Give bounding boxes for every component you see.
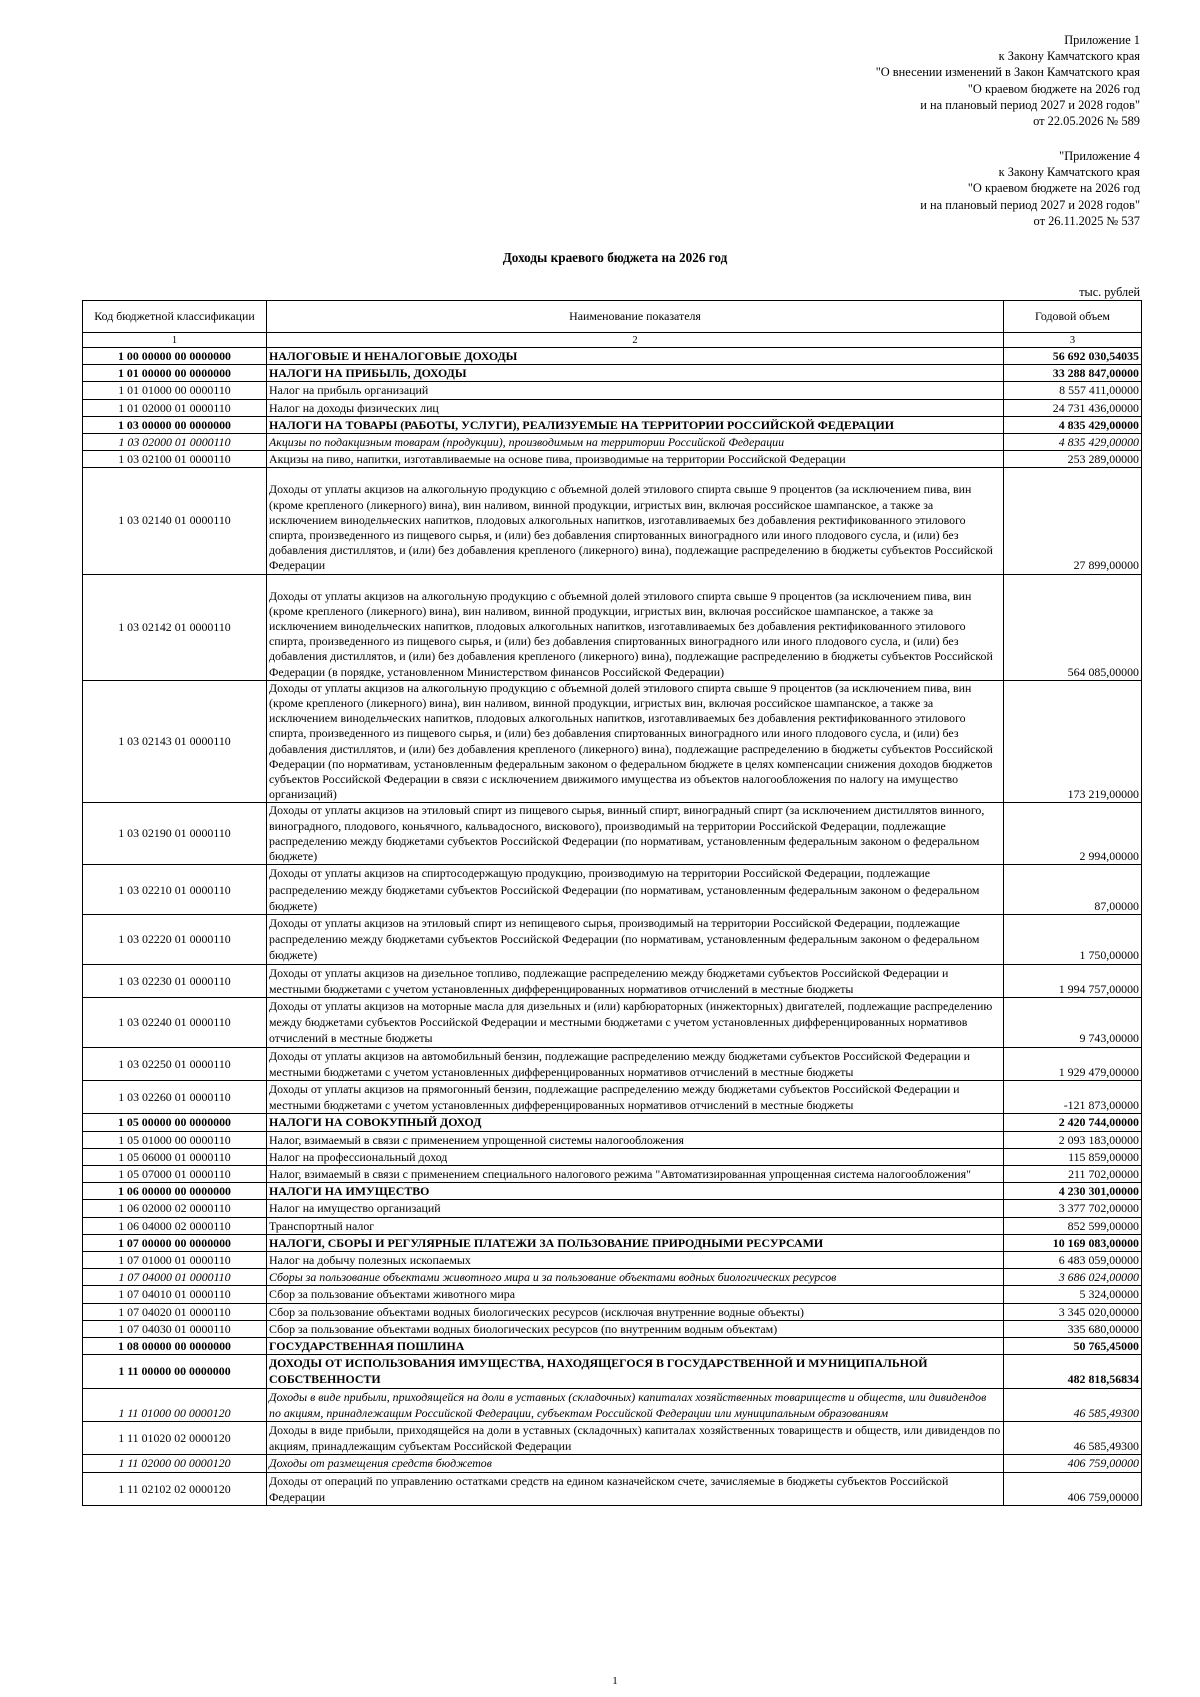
document-title: Доходы краевого бюджета на 2026 год [502, 250, 728, 265]
indicator-name-cell: Доходы в виде прибыли, приходящейся на доли в уставных (складочных) капиталах хозяйственных товариществ и обществ, или дивидендов по акциям, принадлежащим субъектам Российской Федерации [267, 1422, 1004, 1455]
budget-code-cell: 1 03 02140 01 0000110 [83, 468, 267, 574]
table-row [83, 1131, 1142, 1148]
annual-amount-cell: 406 759,00000 [1004, 1455, 1142, 1472]
indicator-name-cell: Доходы от уплаты акцизов на дизельное топливо, подлежащие распределению между бюджетами субъектов Российской Федерации и местными бюджетами с учетом установленных дифференцированных нормативов отчислений в местные бюджеты [267, 964, 1004, 997]
budget-revenue-table [82, 300, 1142, 1506]
annex-original-header [920, 148, 1140, 229]
table-row [83, 964, 1142, 997]
annual-amount-cell: 5 324,00000 [1004, 1286, 1142, 1303]
annual-amount-cell: 27 899,00000 [1004, 468, 1142, 574]
table-row [83, 1114, 1142, 1131]
table-row [83, 434, 1142, 451]
table-row [83, 1320, 1142, 1337]
budget-code-cell: 1 06 02000 02 0000110 [83, 1200, 267, 1217]
budget-code-cell: 1 07 04020 01 0000110 [83, 1303, 267, 1320]
indicator-name-cell: Доходы от уплаты акцизов на алкогольную продукцию с объемной долей этилового спирта свыше 9 процентов (за исключением пива, вин (кроме крепленого (ликерного) вина), вин наливом, винной продукции, игристых вин, включая российское шампанское, а также за исключением винодельческих напитков, плодовых алкогольных напитков, изготавливаемых без добавления ректификованного этилового спирта, произведенного из пищевого сырья, и (или) без добавления спиртованных виноградного или иного плодового сусла, и (или) без добавления дистиллятов, и (или) без добавления крепленого (ликерного) вина), подлежащие распределению в бюджеты субъектов Российской Федерации [267, 468, 1004, 574]
table-row [83, 1472, 1142, 1505]
budget-code-cell: 1 06 04000 02 0000110 [83, 1217, 267, 1234]
budget-code-cell: 1 03 02142 01 0000110 [83, 574, 267, 680]
indicator-name-cell: Доходы от уплаты акцизов на этиловый спирт из непищевого сырья, производимый на территории Российской Федерации, подлежащие распределению между бюджетами субъектов Российской Федерации (по нормативам, установленным федеральным законом о федеральном бюджете) [267, 914, 1004, 964]
annual-amount-cell: 10 169 083,00000 [1004, 1234, 1142, 1251]
annual-amount-cell: -121 873,00000 [1004, 1080, 1142, 1113]
table-row [83, 1355, 1142, 1388]
annex-line: к Закону Камчатского края [998, 165, 1140, 180]
table-header-row [83, 301, 1142, 333]
table-row [83, 865, 1142, 915]
annual-amount-cell: 8 557 411,00000 [1004, 382, 1142, 399]
header-amount: Годовой объем [1004, 301, 1142, 333]
budget-code-cell: 1 01 00000 00 0000000 [83, 365, 267, 382]
annual-amount-cell: 9 743,00000 [1004, 997, 1142, 1047]
indicator-name-cell: Транспортный налог [267, 1217, 1004, 1234]
annual-amount-cell: 33 288 847,00000 [1004, 365, 1142, 382]
budget-code-cell: 1 01 01000 00 0000110 [83, 382, 267, 399]
annual-amount-cell: 3 345 020,00000 [1004, 1303, 1142, 1320]
annual-amount-cell: 852 599,00000 [1004, 1217, 1142, 1234]
annual-amount-cell: 564 085,00000 [1004, 574, 1142, 680]
column-number: 1 [83, 333, 267, 348]
indicator-name-cell: Доходы от уплаты акцизов на этиловый спирт из пищевого сырья, винный спирт, виноградный спирт (за исключением дистиллятов винного, виноградного, плодового, коньячного, кальвадосного, вискового), производимый на территории Российской Федерации, подлежащие распределению между бюджетами субъектов Российской Федерации (по нормативам, установленным федеральным законом о федеральном бюджете) [267, 803, 1004, 865]
table-row [83, 1183, 1142, 1200]
budget-code-cell: 1 05 00000 00 0000000 [83, 1114, 267, 1131]
annual-amount-cell: 56 692 030,54035 [1004, 348, 1142, 365]
budget-code-cell: 1 07 04000 01 0000110 [83, 1269, 267, 1286]
annex-line: и на плановый период 2027 и 2028 годов" [920, 197, 1140, 212]
indicator-name-cell: Доходы от уплаты акцизов на автомобильный бензин, подлежащие распределению между бюджетами субъектов Российской Федерации и местными бюджетами с учетом установленных дифференцированных нормативов отчислений в местные бюджеты [267, 1047, 1004, 1080]
indicator-name-cell: Сбор за пользование объектами животного мира [267, 1286, 1004, 1303]
indicator-name-cell: НАЛОГИ НА СОВОКУПНЫЙ ДОХОД [267, 1114, 1004, 1131]
indicator-name-cell: Сбор за пользование объектами водных биологических ресурсов (по внутренним водным объектам) [267, 1320, 1004, 1337]
units-label: тыс. рублей [1079, 285, 1140, 299]
budget-code-cell: 1 07 00000 00 0000000 [83, 1234, 267, 1251]
annual-amount-cell: 115 859,00000 [1004, 1148, 1142, 1165]
budget-code-cell: 1 05 06000 01 0000110 [83, 1148, 267, 1165]
annex-line: к Закону Камчатского края [998, 49, 1140, 64]
table-row [83, 399, 1142, 416]
indicator-name-cell: Налог, взимаемый в связи с применением специального налогового режима "Автоматизированная упрощенная система налогообложения" [267, 1165, 1004, 1182]
annual-amount-cell: 253 289,00000 [1004, 451, 1142, 468]
table-row [83, 1080, 1142, 1113]
indicator-name-cell: Налог на имущество организаций [267, 1200, 1004, 1217]
indicator-name-cell: Доходы от уплаты акцизов на алкогольную продукцию с объемной долей этилового спирта свыше 9 процентов (за исключением пива, вин (кроме крепленого (ликерного) вина), вин наливом, винной продукции, игристых вин, включая российское шампанское, а также за исключением винодельческих напитков, плодовых алкогольных напитков, изготавливаемых без добавления ректификованного этилового спирта, произведенного из пищевого сырья, и (или) без добавления спиртованных виноградного или иного плодового сусла, и (или) без добавления дистиллятов, и (или) без добавления крепленого (ликерного) вина), подлежащие распределению в бюджеты субъектов Российской Федерации (в порядке, установленном Министерством финансов Российской Федерации) [267, 574, 1004, 680]
column-number: 3 [1004, 333, 1142, 348]
indicator-name-cell: Налог, взимаемый в связи с применением упрощенной системы налогообложения [267, 1131, 1004, 1148]
table-column-number-row [83, 333, 1142, 348]
header-name: Наименование показателя [267, 301, 1004, 333]
annex-line: "Приложение 4 [1059, 149, 1140, 163]
indicator-name-cell: Налог на профессиональный доход [267, 1148, 1004, 1165]
indicator-name-cell: Сбор за пользование объектами водных биологических ресурсов (исключая внутренние водные объекты) [267, 1303, 1004, 1320]
budget-code-cell: 1 03 02220 01 0000110 [83, 914, 267, 964]
table-row [83, 1337, 1142, 1354]
table-row [83, 382, 1142, 399]
annual-amount-cell: 2 420 744,00000 [1004, 1114, 1142, 1131]
page-number: 1 [612, 1675, 618, 1687]
budget-code-cell: 1 03 02143 01 0000110 [83, 680, 267, 803]
column-number: 2 [267, 333, 1004, 348]
annex-line: "О краевом бюджете на 2026 год [967, 181, 1140, 196]
budget-code-cell: 1 00 00000 00 0000000 [83, 348, 267, 365]
table-row [83, 1303, 1142, 1320]
indicator-name-cell: Доходы в виде прибыли, приходящейся на доли в уставных (складочных) капиталах хозяйственных товариществ и обществ, или дивидендов по акциям, принадлежащим Российской Федерации, субъектам Российской Федерации или муниципальным образованиям [267, 1388, 1004, 1421]
annual-amount-cell: 87,00000 [1004, 865, 1142, 915]
annex-line: от 26.11.2025 № 537 [1033, 213, 1140, 228]
table-row [83, 1047, 1142, 1080]
annual-amount-cell: 24 731 436,00000 [1004, 399, 1142, 416]
indicator-name-cell: Доходы от уплаты акцизов на спиртосодержащую продукцию, производимую на территории Российской Федерации, подлежащие распределению между бюджетами субъектов Российской Федерации (по нормативам, установленным федеральным законом о федеральном бюджете) [267, 865, 1004, 915]
budget-code-cell: 1 03 02260 01 0000110 [83, 1080, 267, 1113]
annual-amount-cell: 50 765,45000 [1004, 1337, 1142, 1354]
budget-code-cell: 1 06 00000 00 0000000 [83, 1183, 267, 1200]
table-row [83, 1217, 1142, 1234]
table-row [83, 1286, 1142, 1303]
budget-code-cell: 1 03 02230 01 0000110 [83, 964, 267, 997]
budget-code-cell: 1 07 04010 01 0000110 [83, 1286, 267, 1303]
budget-code-cell: 1 03 02210 01 0000110 [83, 865, 267, 915]
budget-code-cell: 1 01 02000 01 0000110 [83, 399, 267, 416]
table-row [83, 803, 1142, 865]
indicator-name-cell: ДОХОДЫ ОТ ИСПОЛЬЗОВАНИЯ ИМУЩЕСТВА, НАХОДЯЩЕГОСЯ В ГОСУДАРСТВЕННОЙ И МУНИЦИПАЛЬНОЙ СОБСТВЕННОСТИ [267, 1355, 1004, 1388]
indicator-name-cell: НАЛОГОВЫЕ И НЕНАЛОГОВЫЕ ДОХОДЫ [267, 348, 1004, 365]
table-row [83, 1269, 1142, 1286]
indicator-name-cell: Налог на прибыль организаций [267, 382, 1004, 399]
indicator-name-cell: Доходы от уплаты акцизов на прямогонный бензин, подлежащие распределению между бюджетами субъектов Российской Федерации и местными бюджетами с учетом установленных дифференцированных нормативов отчислений в местные бюджеты [267, 1080, 1004, 1113]
annual-amount-cell: 211 702,00000 [1004, 1165, 1142, 1182]
budget-code-cell: 1 08 00000 00 0000000 [83, 1337, 267, 1354]
budget-code-cell: 1 05 01000 00 0000110 [83, 1131, 267, 1148]
annual-amount-cell: 1 929 479,00000 [1004, 1047, 1142, 1080]
header-code: Код бюджетной классификации [83, 301, 267, 333]
table-row [83, 348, 1142, 365]
indicator-name-cell: Доходы от уплаты акцизов на алкогольную продукцию с объемной долей этилового спирта свыше 9 процентов (за исключением пива, вин (кроме крепленого (ликерного) вина), вин наливом, винной продукции, игристых вин, включая российское шампанское, а также за исключением винодельческих напитков, плодовых алкогольных напитков, изготавливаемых без добавления ректификованного этилового спирта, произведенного из пищевого сырья, и (или) без добавления спиртованных виноградного или иного плодового сусла, и (или) без добавления дистиллятов, и (или) без добавления крепленого (ликерного) вина), подлежащие распределению в бюджеты субъектов Российской Федерации (по нормативам, установленным федеральным законом о федеральном бюджете в целях компенсации снижения доходов бюджетов субъектов Российской Федерации в связи с исключением движимого имущества из объектов налогообложения по налогу на имущество организаций) [267, 680, 1004, 803]
budget-code-cell: 1 03 02240 01 0000110 [83, 997, 267, 1047]
indicator-name-cell: Доходы от уплаты акцизов на моторные масла для дизельных и (или) карбюраторных (инжекторных) двигателей, подлежащие распределению между бюджетами субъектов Российской Федерации и местными бюджетами с учетом установленных дифференцированных нормативов отчислений в местные бюджеты [267, 997, 1004, 1047]
table-row [83, 1455, 1142, 1472]
table-row [83, 997, 1142, 1047]
table-row [83, 416, 1142, 433]
indicator-name-cell: Сборы за пользование объектами животного мира и за пользование объектами водных биологических ресурсов [267, 1269, 1004, 1286]
annual-amount-cell: 2 093 183,00000 [1004, 1131, 1142, 1148]
annual-amount-cell: 335 680,00000 [1004, 1320, 1142, 1337]
budget-code-cell: 1 11 01000 00 0000120 [83, 1388, 267, 1421]
indicator-name-cell: ГОСУДАРСТВЕННАЯ ПОШЛИНА [267, 1337, 1004, 1354]
indicator-name-cell: Налог на доходы физических лиц [267, 399, 1004, 416]
budget-code-cell: 1 07 01000 01 0000110 [83, 1251, 267, 1268]
annual-amount-cell: 1 750,00000 [1004, 914, 1142, 964]
annex-line: Приложение 1 [1064, 33, 1140, 47]
budget-code-cell: 1 03 02100 01 0000110 [83, 451, 267, 468]
table-row [83, 1148, 1142, 1165]
annual-amount-cell: 173 219,00000 [1004, 680, 1142, 803]
table-row [83, 574, 1142, 680]
annex-line: "О внесении изменений в Закон Камчатского края [875, 65, 1140, 80]
budget-code-cell: 1 11 00000 00 0000000 [83, 1355, 267, 1388]
budget-code-cell: 1 03 02190 01 0000110 [83, 803, 267, 865]
table-row [83, 1200, 1142, 1217]
annex-line: от 22.05.2026 № 589 [1033, 114, 1140, 129]
table-row [83, 1165, 1142, 1182]
annual-amount-cell: 46 585,49300 [1004, 1422, 1142, 1455]
table-row [83, 451, 1142, 468]
annual-amount-cell: 4 835 429,00000 [1004, 434, 1142, 451]
table-row [83, 914, 1142, 964]
indicator-name-cell: НАЛОГИ НА ИМУЩЕСТВО [267, 1183, 1004, 1200]
budget-code-cell: 1 11 02000 00 0000120 [83, 1455, 267, 1472]
annual-amount-cell: 3 377 702,00000 [1004, 1200, 1142, 1217]
annual-amount-cell: 4 230 301,00000 [1004, 1183, 1142, 1200]
annex-line: "О краевом бюджете на 2026 год [967, 81, 1140, 96]
budget-code-cell: 1 11 01020 02 0000120 [83, 1422, 267, 1455]
budget-code-cell: 1 03 02000 01 0000110 [83, 434, 267, 451]
indicator-name-cell: Налог на добычу полезных ископаемых [267, 1251, 1004, 1268]
indicator-name-cell: Доходы от размещения средств бюджетов [267, 1455, 1004, 1472]
indicator-name-cell: Акцизы на пиво, напитки, изготавливаемые на основе пива, производимые на территории Российской Федерации [267, 451, 1004, 468]
indicator-name-cell: Акцизы по подакцизным товарам (продукции), производимым на территории Российской Федерации [267, 434, 1004, 451]
annual-amount-cell: 46 585,49300 [1004, 1388, 1142, 1421]
budget-code-cell: 1 11 02102 02 0000120 [83, 1472, 267, 1505]
annex-line: и на плановый период 2027 и 2028 годов" [920, 97, 1140, 112]
table-row [83, 1251, 1142, 1268]
annex-current-header [876, 32, 1140, 129]
annual-amount-cell: 482 818,56834 [1004, 1355, 1142, 1388]
budget-code-cell: 1 05 07000 01 0000110 [83, 1165, 267, 1182]
annual-amount-cell: 3 686 024,00000 [1004, 1269, 1142, 1286]
annual-amount-cell: 4 835 429,00000 [1004, 416, 1142, 433]
table-row [83, 1388, 1142, 1421]
indicator-name-cell: НАЛОГИ, СБОРЫ И РЕГУЛЯРНЫЕ ПЛАТЕЖИ ЗА ПОЛЬЗОВАНИЕ ПРИРОДНЫМИ РЕСУРСАМИ [267, 1234, 1004, 1251]
annual-amount-cell: 1 994 757,00000 [1004, 964, 1142, 997]
budget-code-cell: 1 03 02250 01 0000110 [83, 1047, 267, 1080]
indicator-name-cell: Доходы от операций по управлению остатками средств на едином казначейском счете, зачисляемые в бюджеты субъектов Российской Федерации [267, 1472, 1004, 1505]
indicator-name-cell: НАЛОГИ НА ПРИБЫЛЬ, ДОХОДЫ [267, 365, 1004, 382]
annual-amount-cell: 2 994,00000 [1004, 803, 1142, 865]
table-row [83, 1422, 1142, 1455]
table-row [83, 468, 1142, 574]
table-row [83, 680, 1142, 803]
indicator-name-cell: НАЛОГИ НА ТОВАРЫ (РАБОТЫ, УСЛУГИ), РЕАЛИЗУЕМЫЕ НА ТЕРРИТОРИИ РОССИЙСКОЙ ФЕДЕРАЦИИ [267, 416, 1004, 433]
table-row [83, 1234, 1142, 1251]
table-row [83, 365, 1142, 382]
annual-amount-cell: 6 483 059,00000 [1004, 1251, 1142, 1268]
budget-code-cell: 1 07 04030 01 0000110 [83, 1320, 267, 1337]
annual-amount-cell: 406 759,00000 [1004, 1472, 1142, 1505]
budget-code-cell: 1 03 00000 00 0000000 [83, 416, 267, 433]
